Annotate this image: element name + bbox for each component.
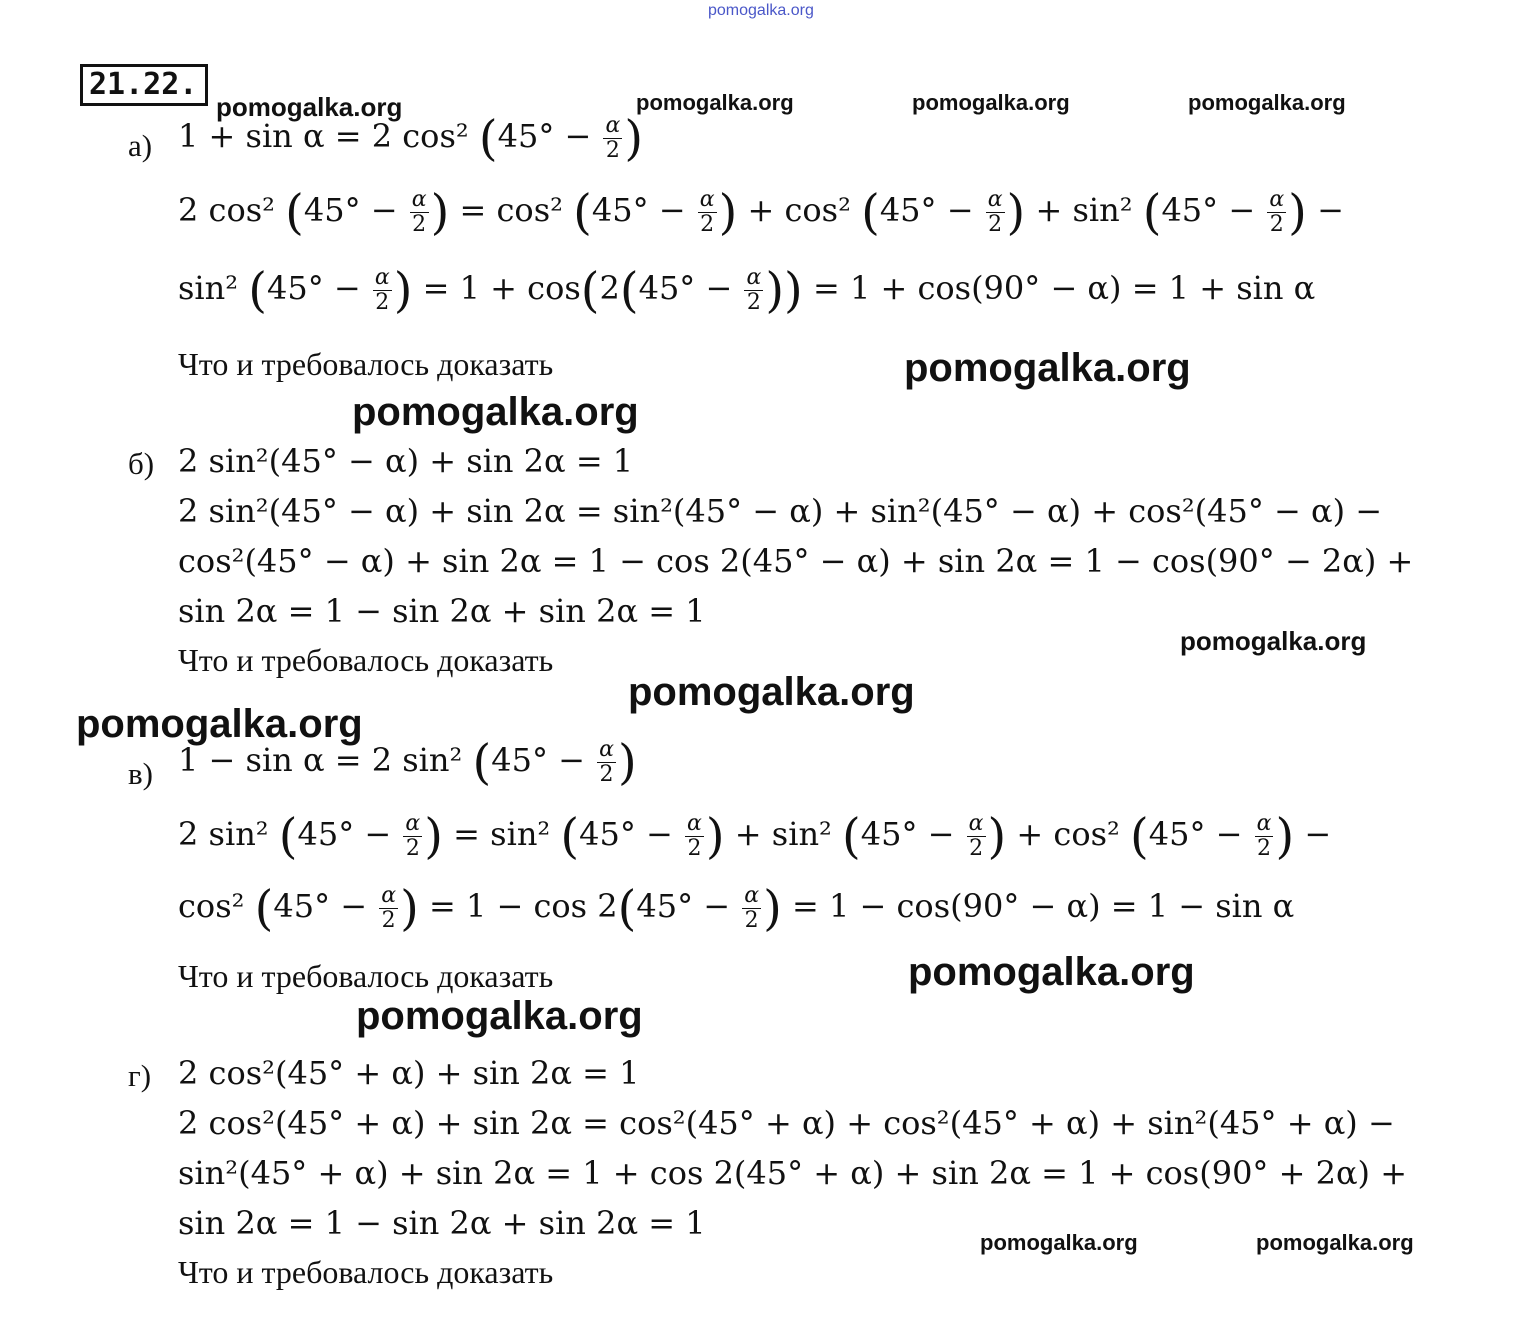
part-g-line-3: sin 2α = 1 − sin 2α + sin 2α = 1: [178, 1204, 706, 1242]
watermark: pomogalka.org: [628, 670, 915, 714]
watermark: pomogalka.org: [216, 92, 403, 122]
watermark: pomogalka.org: [980, 1230, 1138, 1255]
part-a-conclusion: Что и требовалось доказать: [178, 346, 554, 382]
part-b-label: б): [128, 446, 155, 481]
part-a-line-2: sin² (45° − $\frac{\alpha}{2}$ ) = 1 + cos(2(45° − $\frac{\alpha}{2}$ )) = 1 + cos(90° − α) = 1 + sin α: [178, 262, 1316, 319]
watermark: pomogalka.org: [356, 994, 643, 1038]
part-g-conclusion: Что и требовалось доказать: [178, 1254, 554, 1290]
watermark: pomogalka.org: [708, 2, 814, 19]
part-b-conclusion: Что и требовалось доказать: [178, 642, 554, 678]
part-v-statement: 1 − sin α = 2 sin² (45° − $\frac{\alpha}{2}$ ): [178, 734, 637, 791]
part-g-label: г): [128, 1058, 152, 1093]
part-b-line-1: 2 sin²(45° − α) + sin 2α = sin²(45° − α) + sin²(45° − α) + cos²(45° − α) −: [178, 492, 1383, 530]
part-a-statement: 1 + sin α = 2 cos² (45° − $\frac{\alpha}{2}$ ): [178, 110, 644, 167]
part-b-line-2: cos²(45° − α) + sin 2α = 1 − cos 2(45° − α) + sin 2α = 1 − cos(90° − 2α) +: [178, 542, 1414, 580]
part-g-statement: 2 cos²(45° + α) + sin 2α = 1: [178, 1054, 640, 1092]
part-a-line-1: 2 cos² (45° − $\frac{\alpha}{2}$ ) = cos² (45° − $\frac{\alpha}{2}$ ) + cos² (45° − $\frac{\alpha}{2}$ ) + sin² (45° − $\frac{\alpha}{2}$ ) −: [178, 184, 1344, 241]
watermark: pomogalka.org: [904, 346, 1191, 390]
part-v-line-2: cos² (45° − $\frac{\alpha}{2}$ ) = 1 − cos 2(45° − $\frac{\alpha}{2}$ ) = 1 − cos(90° − α) = 1 − sin α: [178, 880, 1295, 937]
part-a-label: а): [128, 128, 153, 163]
watermark: pomogalka.org: [1180, 626, 1367, 656]
part-g-line-2: sin²(45° + α) + sin 2α = 1 + cos 2(45° + α) + sin 2α = 1 + cos(90° + 2α) +: [178, 1154, 1408, 1192]
part-b-statement: 2 sin²(45° − α) + sin 2α = 1: [178, 442, 634, 480]
watermark: pomogalka.org: [1256, 1230, 1414, 1255]
part-v-line-1: 2 sin² (45° − $\frac{\alpha}{2}$ ) = sin² (45° − $\frac{\alpha}{2}$ ) + sin² (45° − $\frac{\alpha}{2}$ ) + cos² (45° − $\frac{\alpha}{2}$ ) −: [178, 808, 1332, 865]
watermark: pomogalka.org: [76, 702, 363, 746]
watermark: pomogalka.org: [908, 950, 1195, 994]
watermark: pomogalka.org: [636, 90, 794, 115]
watermark: pomogalka.org: [1188, 90, 1346, 115]
watermark: pomogalka.org: [352, 390, 639, 434]
part-v-label: в): [128, 756, 153, 791]
problem-number: 21.22.: [80, 64, 208, 106]
part-b-line-3: sin 2α = 1 − sin 2α + sin 2α = 1: [178, 592, 706, 630]
part-g-line-1: 2 cos²(45° + α) + sin 2α = cos²(45° + α) + cos²(45° + α) + sin²(45° + α) −: [178, 1104, 1395, 1142]
part-v-conclusion: Что и требовалось доказать: [178, 958, 554, 994]
watermark: pomogalka.org: [912, 90, 1070, 115]
